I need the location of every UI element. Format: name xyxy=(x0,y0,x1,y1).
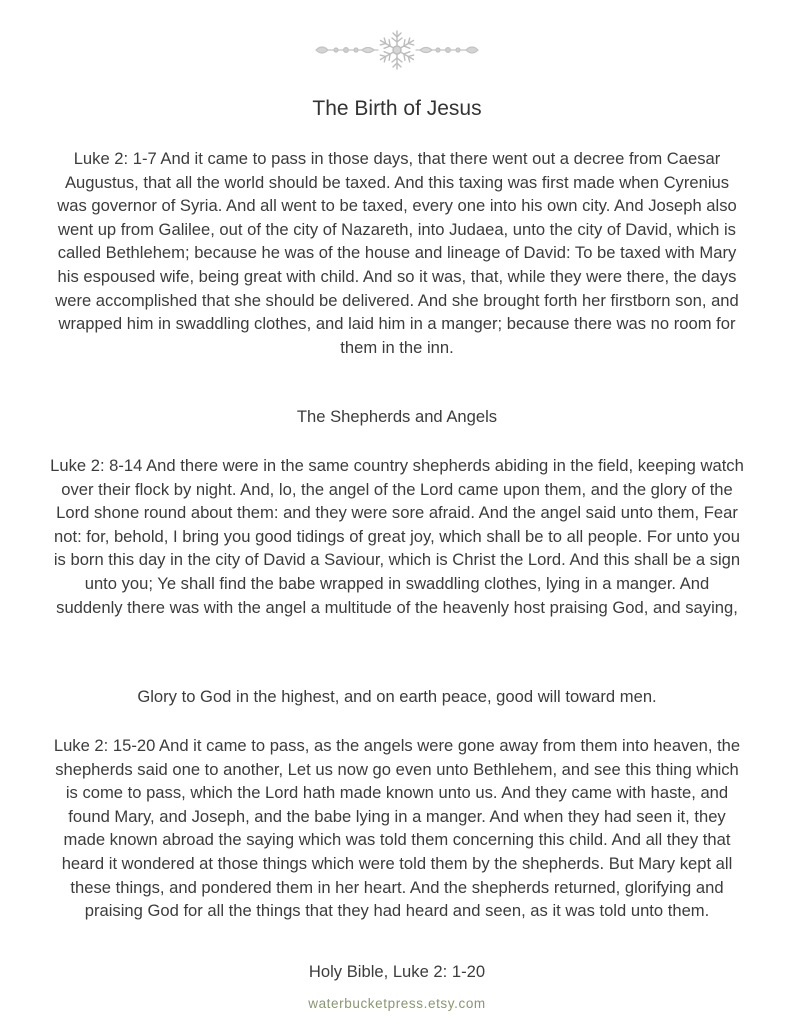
page-title: The Birth of Jesus xyxy=(312,97,482,120)
passage-luke-2-8-14: Luke 2: 8-14 And there were in the same country shepherds abiding in the field, keeping watch over their flock by night. And, lo, the angel of the Lord came upon them, and the glory of the Lord shone round about them: and they were sore afraid. And the angel said unto them, Fear not: for, behold, I bring you good tidings of great joy, which shall be to all people. For unto you is born this day in the city of David a Saviour, which is Christ the Lord. And this shall be a sign unto you; Ye shall find the babe wrapped in swaddling clothes, lying in a manger. And suddenly there was with the angel a multitude of the heavenly host praising God, and saying, xyxy=(50,456,744,617)
passage-glory-to-god: Glory to God in the highest, and on earth peace, good will toward men. xyxy=(137,687,657,706)
passage-luke-2-1-7: Luke 2: 1-7 And it came to pass in those days, that there went out a decree from Caesar Augustus, that all the world should be taxed. And this taxing was first made when Cyrenius was governor of Syria. And all went to be taxed, every one into his own city. And Joseph also went up from Galilee, out of the city of Nazareth, into Judaea, unto the city of David, which is called Bethlehem; because he was of the house and lineage of David: To be taxed with Mary his espoused wife, being great with child. And so it was, that, while they were there, the days were accomplished that she should be delivered. And she brought forth her firstborn son, and wrapped him in swaddling clothes, and laid him in a manger; because there was no room for them in the inn. xyxy=(55,149,739,357)
website-footer: waterbucketpress.etsy.com xyxy=(308,996,486,1011)
section-heading-shepherds-angels: The Shepherds and Angels xyxy=(296,407,498,426)
passage-luke-2-15-20: Luke 2: 15-20 And it came to pass, as the angels were gone away from them into heaven, the shepherds said one to another, Let us now go even unto Bethlehem, and see this thing which is come to pass, which the Lord hath made known unto us. And they came with haste, and found Mary, and Joseph, and the babe lying in a manger. And when they had seen it, they made known abroad the saying which was told them concerning this child. And all they that heard it wondered at those things which were told them by the shepherds. But Mary kept all these things, and pondered them in her heart. And the shepherds returned, glorifying and praising God for all the things that they had heard and seen, as it was told unto them. xyxy=(53,736,741,921)
source-citation: Holy Bible, Luke 2: 1-20 xyxy=(308,962,486,981)
snowflake-ornament-icon xyxy=(312,28,482,72)
